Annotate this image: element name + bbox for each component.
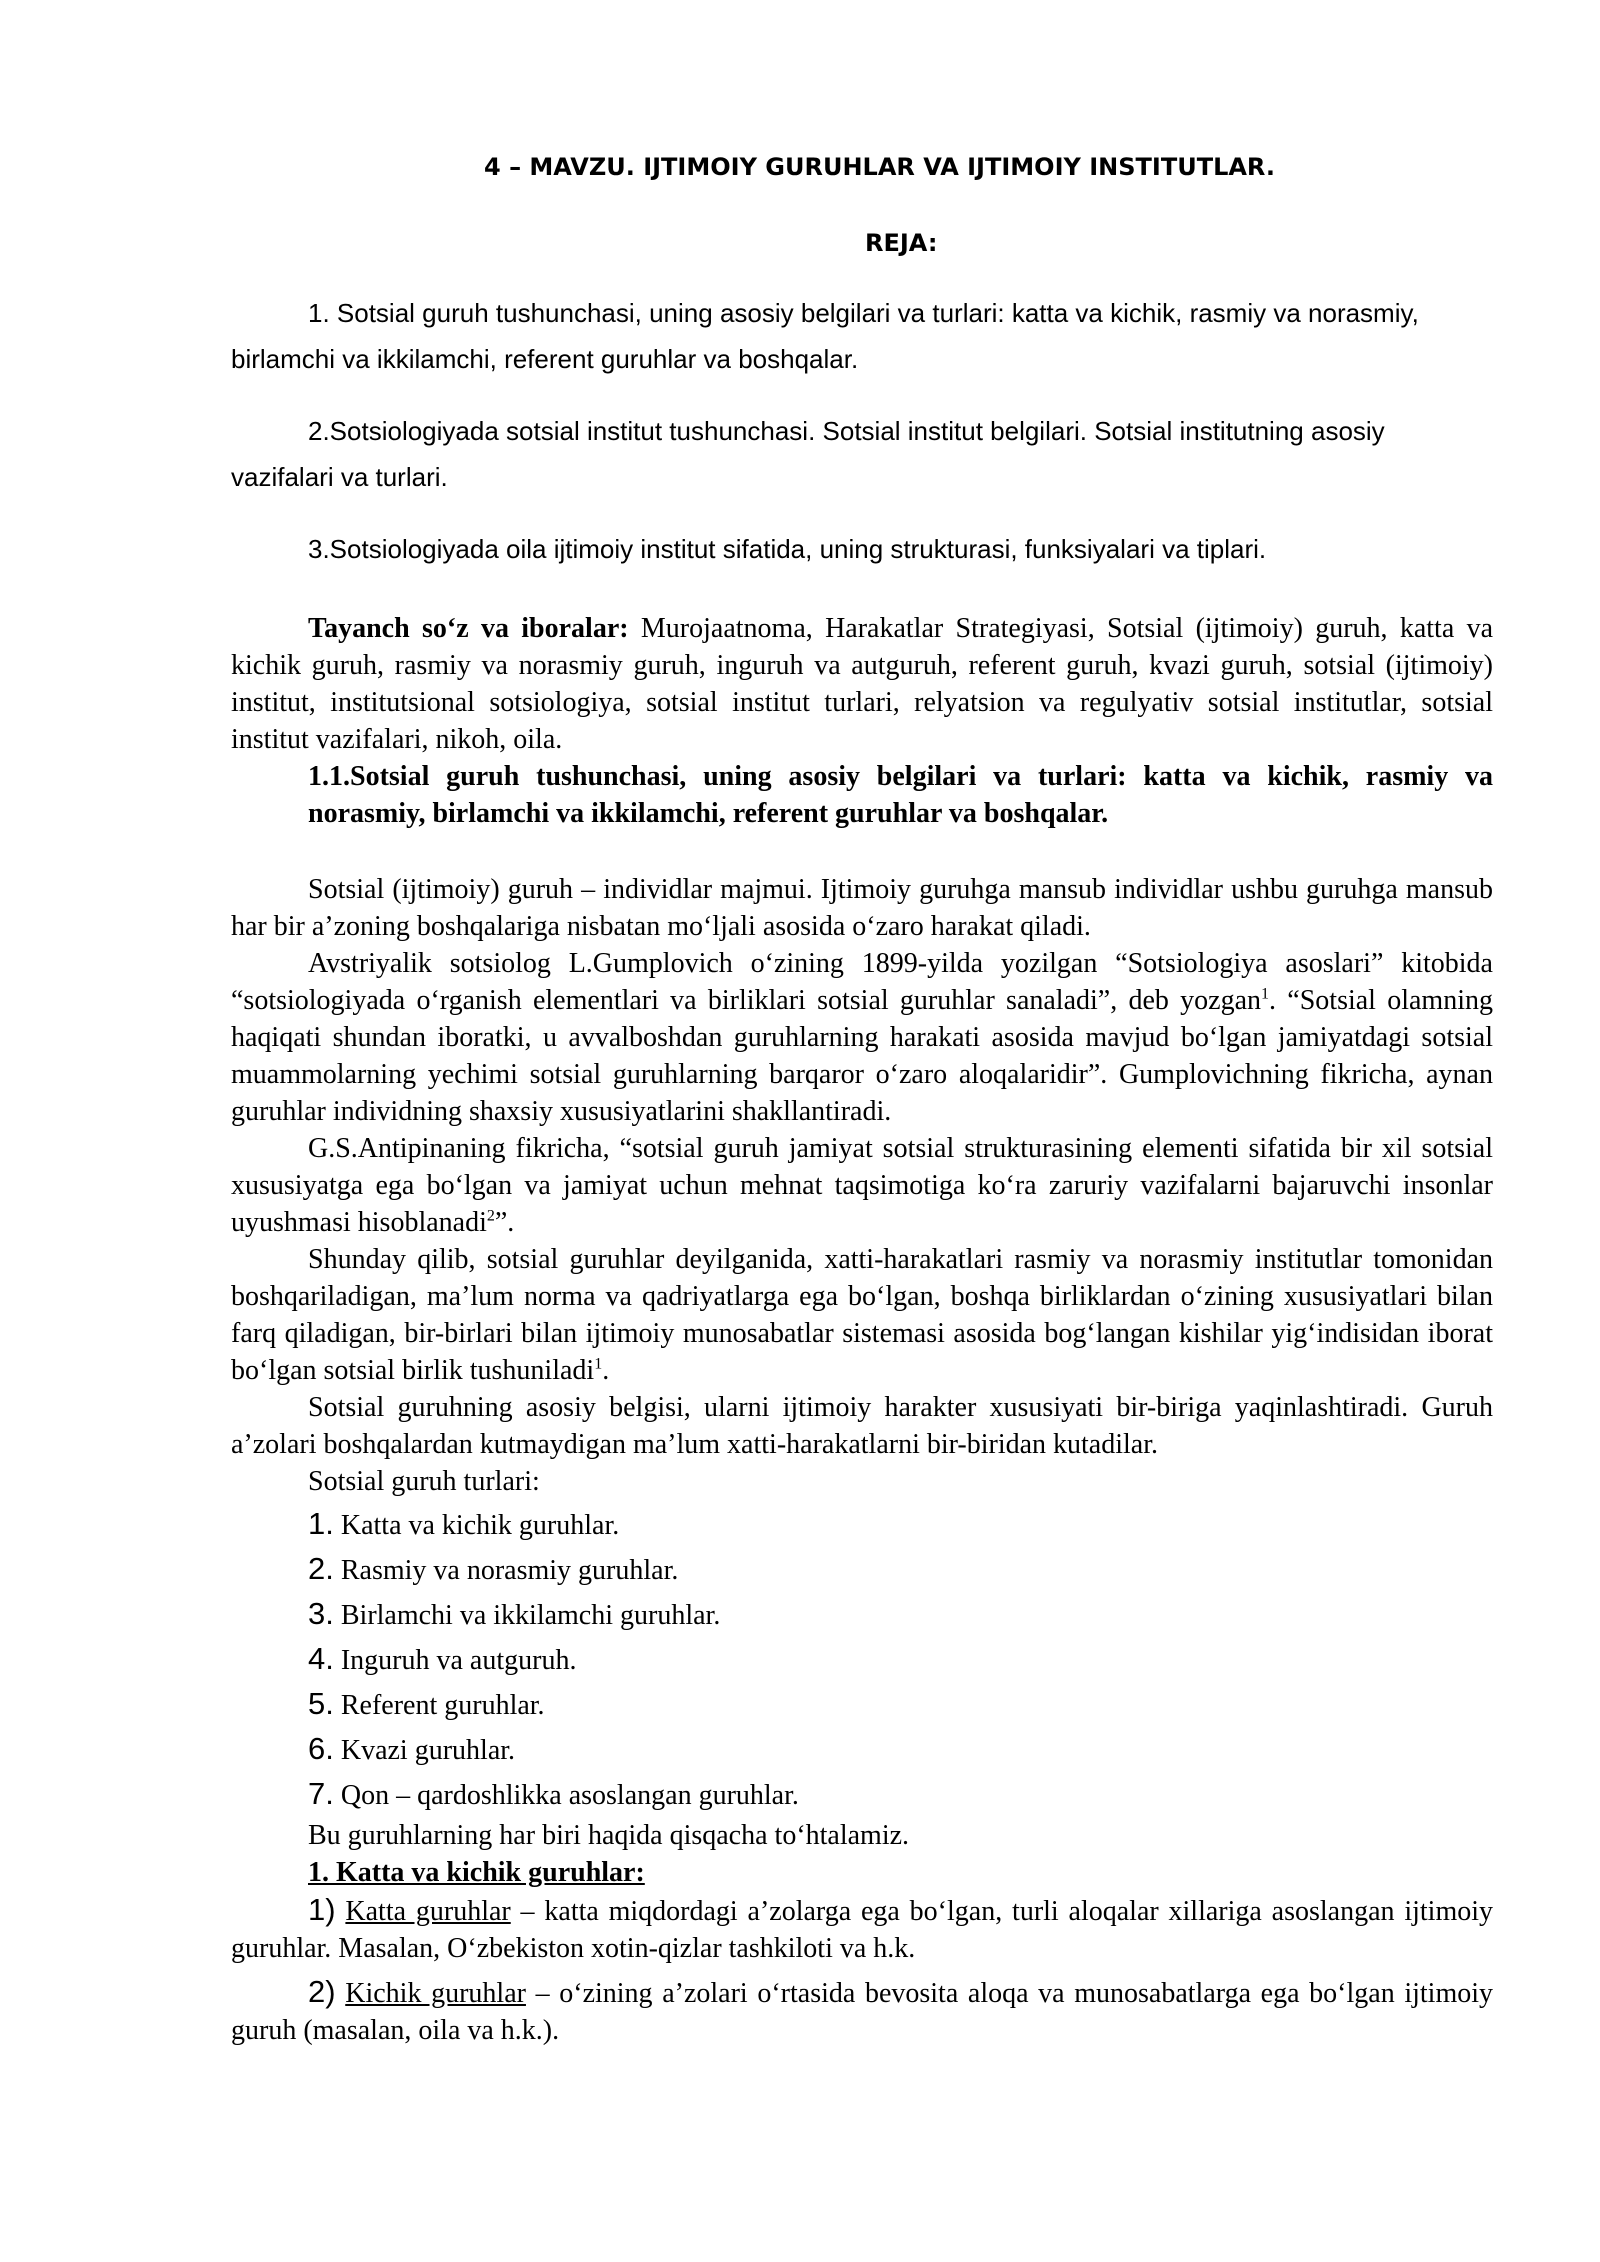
plan-item-3: 3.Sotsiologiyada oila ijtimoiy institut sifatida, uning strukturasi, funksiyalari va tiplari. xyxy=(308,534,1267,564)
keywords-paragraph xyxy=(231,610,1493,758)
list-item: 5. Referent guruhlar. xyxy=(308,1686,545,1721)
paragraph-antipina: G.S.Antipinaning fikricha, “sotsial guruh jamiyat sotsial strukturasining elementi sifatida bir xil sotsial xususiyatga ega bo‘lgan va jamiyat uchun mehnat taqsimotiga ko‘ra zaruriy vazifalarni bajaruvchi insonlar uyushmasi hisoblanadi$^2$”. xyxy=(231,1133,1493,1238)
plan-heading: REJA: xyxy=(865,229,938,257)
subsection-heading: 1. Katta va kichik guruhlar: xyxy=(308,1857,645,1888)
term: Kichik guruhlar xyxy=(345,1978,526,2009)
paragraph-summary: Shunday qilib, sotsial guruhlar deyilganida, xatti-harakatlari rasmiy va norasmiy institutlar tomonidan boshqariladigan, ma’lum norma va qadriyatlarga ega bo‘lgan, boshqa birliklardan o‘zining xususiyatlari bilan farq qiladigan, bir-birlari bilan ijtimoiy munosabatlar sistemasi asosida bog‘langan kishilar yig‘indisidan iborat bo‘lgan sotsial birlik tushuniladi$^1$. xyxy=(231,1244,1493,1386)
definition-large-groups: 1) Katta guruhlar – katta miqdordagi a’zolarga ega bo‘lgan, turli aloqalar xillariga asoslangan ijtimoiy guruhlar. Masalan, O‘zbekiston xotin-qizlar tashkiloti va h.k. xyxy=(231,1892,1493,1964)
definition-small-groups: 2) Kichik guruhlar – o‘zining a’zolari o‘rtasida bevosita aloqa va munosabatlarga ega bo‘lgan ijtimoiy guruh (masalan, oila va h.k.). xyxy=(231,1974,1494,2046)
group-types-list xyxy=(308,1502,1493,1817)
page-title: 4 – MAVZU. IJTIMOIY GURUHLAR VA IJTIMOIY INSTITUTLAR. xyxy=(484,153,1275,181)
list-item: 4. Inguruh va autguruh. xyxy=(308,1641,577,1676)
list-item: 2. Rasmiy va norasmiy guruhlar. xyxy=(308,1551,679,1586)
footnote-ref: 2 xyxy=(486,1207,495,1225)
keywords-text: Murojaatnoma, Harakatlar Strategiyasi, Sotsial (ijtimoiy) guruh, katta va kichik guruh, rasmiy va norasmiy guruh, inguruh va autguruh, referent guruh, kvazi guruh, sotsial (ijtimoiy) institut, institutsional sotsiologiya, sotsial institut turlari, relyatsion va regulyativ sotsial institutlar, sotsial institut vazifalari, nikoh, oila. xyxy=(231,613,1494,755)
section-heading: 1.1.Sotsial guruh tushunchasi, uning asosiy belgilari va turlari: katta va kichik, rasmiy va norasmiy, birlamchi va ikkilamchi, referent guruhlar va boshqalar. xyxy=(308,761,1493,829)
list-item: 3. Birlamchi va ikkilamchi guruhlar. xyxy=(308,1596,721,1631)
list-item: 6. Kvazi guruhlar. xyxy=(308,1731,516,1766)
paragraph-gumplovich: Avstriyalik sotsiolog L.Gumplovich o‘zining 1899-yilda yozilgan “Sotsiologiya asoslari” kitobida “sotsiologiyada o‘rganish elementlari va birliklari sotsial guruhlar sanaladi”, deb yozgan$^1$. “Sotsial olamning haqiqati shundan iboratki, u avvalboshdan guruhlarning harakati asosida mavjud bo‘lgan jamiyatdagi sotsial muammolarning yechimi sotsial guruhlarning barqaror o‘zaro aloqalaridir”. Gumplovichning fikricha, aynan guruhlar individning shaxsiy xususiyatlarini shakllantiradi. xyxy=(231,948,1493,1127)
footnote-ref: 1 xyxy=(1261,985,1270,1003)
types-label: Sotsial guruh turlari: xyxy=(308,1466,540,1497)
paragraph-main-feature: Sotsial guruhning asosiy belgisi, ularni ijtimoiy harakter xususiyati bir-biriga yaqinlashtiradi. Guruh a’zolari boshqalardan kutmaydigan ma’lum xatti-harakatlarni bir-biridan kutadilar. xyxy=(231,1392,1493,1460)
brief-note: Bu guruhlarning har biri haqida qisqacha to‘htalamiz. xyxy=(308,1820,910,1851)
term: Katta guruhlar xyxy=(345,1896,511,1927)
list-item: 7. Qon – qardoshlikka asoslangan guruhlar. xyxy=(308,1776,799,1811)
spacer xyxy=(231,832,1493,871)
plan-item-1: 1. Sotsial guruh tushunchasi, uning asosiy belgilari va turlari: katta va kichik, rasmiy va norasmiy, birlamchi va ikkilamchi, referent guruhlar va boshqalar. xyxy=(231,298,1419,374)
keywords-label: Tayanch so‘z va iboralar: xyxy=(308,613,629,644)
footnote-ref: 1 xyxy=(594,1355,603,1373)
paragraph-definition: Sotsial (ijtimoiy) guruh – individlar majmui. Ijtimoiy guruhga mansub individlar ushbu guruhga mansub har bir a’zoning boshqalariga nisbatan mo‘ljali asosida o‘zaro harakat qiladi. xyxy=(231,874,1493,942)
document-page xyxy=(231,150,1493,2049)
plan-item-2: 2.Sotsiologiyada sotsial institut tushunchasi. Sotsial institut belgilari. Sotsial institutning asosiy vazifalari va turlari. xyxy=(231,416,1385,492)
list-item: 1. Katta va kichik guruhlar. xyxy=(308,1506,620,1541)
